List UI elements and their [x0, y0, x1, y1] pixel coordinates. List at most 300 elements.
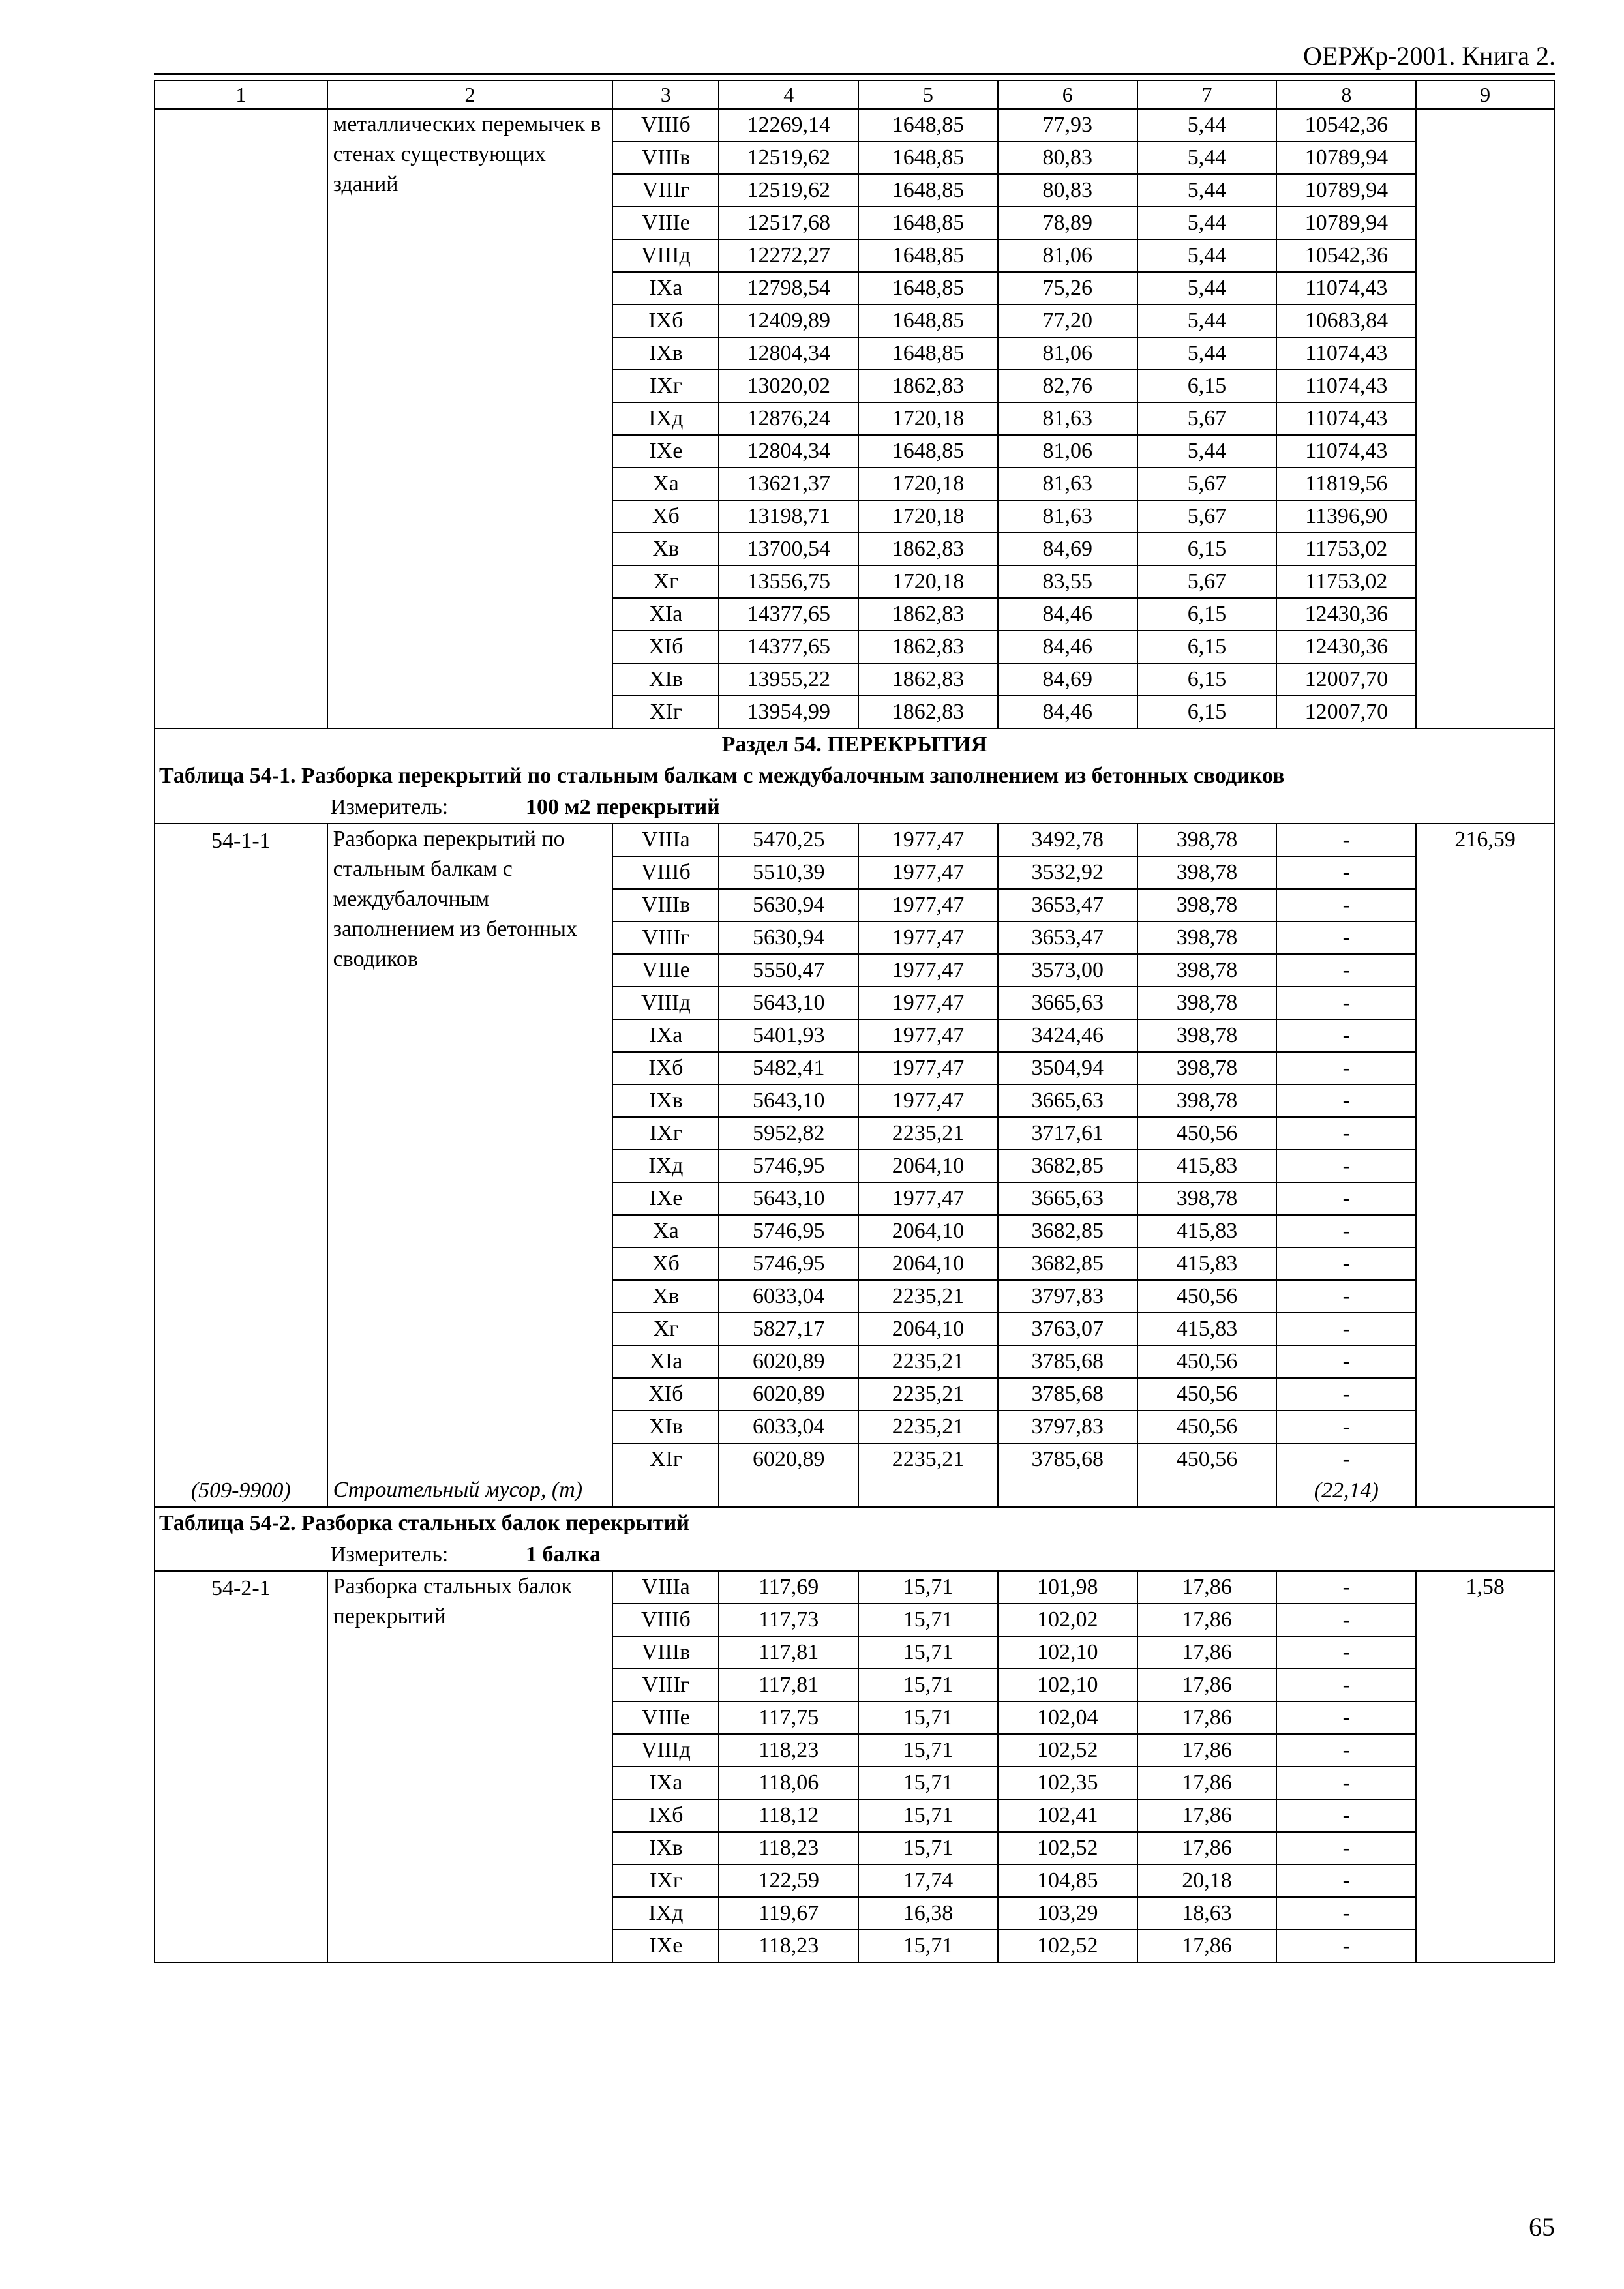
- table-cell: 84,46: [998, 598, 1137, 631]
- table-cell: 1720,18: [858, 500, 998, 533]
- table-cell: 450,56: [1137, 1443, 1277, 1507]
- table-cell: -: [1276, 1930, 1416, 1962]
- table-cell: 5,67: [1137, 468, 1277, 500]
- table-cell: 11396,90: [1276, 500, 1416, 533]
- table-cell: 16,38: [858, 1897, 998, 1930]
- rate-code: [155, 109, 327, 728]
- table-cell: 1977,47: [858, 824, 998, 856]
- table-cell: 1648,85: [858, 305, 998, 337]
- table-cell: 450,56: [1137, 1378, 1277, 1411]
- table-cell: 13955,22: [719, 663, 858, 696]
- table-cell: -: [1276, 987, 1416, 1019]
- table-cell: 11753,02: [1276, 533, 1416, 565]
- table-cell: 1977,47: [858, 1182, 998, 1215]
- table-cell: 415,83: [1137, 1313, 1277, 1345]
- table-cell: 3785,68: [998, 1378, 1137, 1411]
- table-cell: VIIIе: [612, 954, 719, 987]
- table-cell: 2064,10: [858, 1313, 998, 1345]
- table-cell: 450,56: [1137, 1411, 1277, 1443]
- table-cell: 20,18: [1137, 1864, 1277, 1897]
- table-cell: -: [1276, 1571, 1416, 1604]
- table-cell: 1977,47: [858, 856, 998, 889]
- table-cell: 3492,78: [998, 824, 1137, 856]
- table-cell: 2235,21: [858, 1117, 998, 1150]
- table-cell: -: [1276, 1215, 1416, 1248]
- table-cell: 12409,89: [719, 305, 858, 337]
- table-cell: -: [1276, 1182, 1416, 1215]
- table-cell: 5643,10: [719, 987, 858, 1019]
- table-title-row: [155, 1507, 1554, 1539]
- header-rule: [154, 73, 1555, 75]
- table-cell: IXб: [612, 1052, 719, 1085]
- table-cell: 5,67: [1137, 565, 1277, 598]
- table-cell: 11819,56: [1276, 468, 1416, 500]
- table-cell: 81,06: [998, 435, 1137, 468]
- table-cell: VIIIа: [612, 1571, 719, 1604]
- table-cell: 102,52: [998, 1832, 1137, 1864]
- column-number: 2: [327, 80, 613, 109]
- table-cell: 5630,94: [719, 921, 858, 954]
- table-cell: -: [1276, 1150, 1416, 1182]
- table-cell: 5,44: [1137, 337, 1277, 370]
- table-cell: 398,78: [1137, 954, 1277, 987]
- table-cell: 450,56: [1137, 1280, 1277, 1313]
- table-cell: 3573,00: [998, 954, 1137, 987]
- table-cell: Xв: [612, 1280, 719, 1313]
- table-cell: 117,69: [719, 1571, 858, 1604]
- table-cell: 15,71: [858, 1799, 998, 1832]
- rates-table: [154, 80, 1555, 1963]
- table-cell: 5401,93: [719, 1019, 858, 1052]
- table-cell: 1720,18: [858, 565, 998, 598]
- table-cell: VIIIб: [612, 1604, 719, 1636]
- table-cell: 1648,85: [858, 142, 998, 174]
- table-cell: VIIIа: [612, 824, 719, 856]
- table-cell: 1977,47: [858, 1085, 998, 1117]
- table-cell: 77,93: [998, 109, 1137, 142]
- table-cell: Xг: [612, 565, 719, 598]
- table-cell: 5630,94: [719, 889, 858, 921]
- table-cell: 102,52: [998, 1734, 1137, 1767]
- table-cell: 5746,95: [719, 1215, 858, 1248]
- table-cell: VIIIг: [612, 1669, 719, 1701]
- table-cell: 6,15: [1137, 663, 1277, 696]
- table-cell: 13556,75: [719, 565, 858, 598]
- table-cell: 75,26: [998, 272, 1137, 305]
- table-cell: 6033,04: [719, 1411, 858, 1443]
- table-cell: -: [1276, 1734, 1416, 1767]
- table-cell: 11074,43: [1276, 337, 1416, 370]
- table-cell: 118,23: [719, 1734, 858, 1767]
- table-cell: 11074,43: [1276, 272, 1416, 305]
- table-cell: -: [1276, 1313, 1416, 1345]
- table-cell: 5470,25: [719, 824, 858, 856]
- table-cell: 5,44: [1137, 435, 1277, 468]
- column-number: 4: [719, 80, 858, 109]
- table-cell: 5643,10: [719, 1085, 858, 1117]
- table-cell: -: [1276, 921, 1416, 954]
- table-cell: VIIIв: [612, 889, 719, 921]
- table-cell: -: [1276, 1897, 1416, 1930]
- table-cell: XIа: [612, 1345, 719, 1378]
- table-cell: 3665,63: [998, 987, 1137, 1019]
- rate-code: 54-1-1: [155, 824, 327, 1475]
- table-cell: 17,86: [1137, 1636, 1277, 1669]
- table-cell: 3504,94: [998, 1052, 1137, 1085]
- table-row: [155, 824, 1554, 856]
- table-cell: 3797,83: [998, 1280, 1137, 1313]
- table-cell: 17,86: [1137, 1799, 1277, 1832]
- table-cell: 15,71: [858, 1571, 998, 1604]
- table-cell: 3653,47: [998, 889, 1137, 921]
- table-cell: XIг: [612, 696, 719, 728]
- table-cell: 12798,54: [719, 272, 858, 305]
- table-cell: 12519,62: [719, 142, 858, 174]
- table-cell: 1862,83: [858, 533, 998, 565]
- table-cell: VIIIб: [612, 856, 719, 889]
- column-number: 7: [1137, 80, 1277, 109]
- table-cell: 17,86: [1137, 1571, 1277, 1604]
- table-cell: 102,10: [998, 1669, 1137, 1701]
- table-cell: 117,75: [719, 1701, 858, 1734]
- table-cell: 1648,85: [858, 174, 998, 207]
- table-cell: 1648,85: [858, 239, 998, 272]
- table-cell: 5550,47: [719, 954, 858, 987]
- table-cell: 1862,83: [858, 598, 998, 631]
- table-cell: 415,83: [1137, 1248, 1277, 1280]
- table-cell: 3682,85: [998, 1215, 1137, 1248]
- table-cell: 5,44: [1137, 142, 1277, 174]
- table-cell: 398,78: [1137, 987, 1277, 1019]
- table-cell: 3532,92: [998, 856, 1137, 889]
- table-cell: 10789,94: [1276, 174, 1416, 207]
- table-cell: IXа: [612, 272, 719, 305]
- column-numbers-row: [155, 80, 1554, 109]
- section-title: Раздел 54. ПЕРЕКРЫТИЯ: [155, 728, 1554, 760]
- table-cell: 81,06: [998, 239, 1137, 272]
- table-cell: 102,02: [998, 1604, 1137, 1636]
- table-cell: 1720,18: [858, 468, 998, 500]
- table-cell: 18,63: [1137, 1897, 1277, 1930]
- table-cell: 102,41: [998, 1799, 1137, 1832]
- table-cell: VIIIв: [612, 142, 719, 174]
- table-cell: 3682,85: [998, 1150, 1137, 1182]
- table-cell: 80,83: [998, 142, 1137, 174]
- table-cell: 12804,34: [719, 337, 858, 370]
- table-cell: 3797,83: [998, 1411, 1137, 1443]
- table-cell: -: [1276, 1019, 1416, 1052]
- debris-code: (509-9900): [155, 1475, 327, 1507]
- table-cell: -: [1276, 1636, 1416, 1669]
- measure-line: [155, 792, 1554, 824]
- table-cell: XIб: [612, 631, 719, 663]
- table-cell: VIIIг: [612, 174, 719, 207]
- table-cell: XIв: [612, 1411, 719, 1443]
- table-cell: -: [1276, 1832, 1416, 1864]
- table-cell: 102,52: [998, 1930, 1137, 1962]
- table-cell: IXе: [612, 1930, 719, 1962]
- table-cell: 17,86: [1137, 1930, 1277, 1962]
- table-cell: 17,86: [1137, 1669, 1277, 1701]
- table-cell: 13198,71: [719, 500, 858, 533]
- table-cell: Xа: [612, 1215, 719, 1248]
- table-cell: XIб: [612, 1378, 719, 1411]
- table-cell: -: [1276, 1248, 1416, 1280]
- table-cell: 101,98: [998, 1571, 1137, 1604]
- table-cell: 77,20: [998, 305, 1137, 337]
- table-cell: 14377,65: [719, 598, 858, 631]
- table-cell: 415,83: [1137, 1215, 1277, 1248]
- table-cell: -: [1276, 1864, 1416, 1897]
- table-cell: 1862,83: [858, 696, 998, 728]
- table-cell: -: [1276, 1443, 1416, 1475]
- table-cell: 1977,47: [858, 921, 998, 954]
- measure-row: [155, 1539, 1554, 1571]
- table-cell: XIа: [612, 598, 719, 631]
- table-cell: 102,04: [998, 1701, 1137, 1734]
- table-cell: 5510,39: [719, 856, 858, 889]
- table-row: [155, 109, 1554, 142]
- section-row: [155, 728, 1554, 760]
- table-cell: 398,78: [1137, 921, 1277, 954]
- table-title: Таблица 54-1. Разборка перекрытий по стальным балкам с междубалочным заполнением из бетонных сводиков: [155, 760, 1554, 792]
- table-cell: -: [1276, 1799, 1416, 1832]
- table-cell: 5827,17: [719, 1313, 858, 1345]
- table-cell: 17,86: [1137, 1701, 1277, 1734]
- column-number: 5: [858, 80, 998, 109]
- measure-value: 100 м2 перекрытий: [526, 795, 720, 819]
- table-cell: IXд: [612, 1897, 719, 1930]
- table-cell: 1648,85: [858, 337, 998, 370]
- table-cell: Xа: [612, 468, 719, 500]
- column-9-value: 216,59: [1416, 824, 1554, 1507]
- table-cell: 12269,14: [719, 109, 858, 142]
- table-cell: 15,71: [858, 1636, 998, 1669]
- table-cell: 450,56: [1137, 1345, 1277, 1378]
- table-cell: IXа: [612, 1019, 719, 1052]
- table-cell: VIIIд: [612, 1734, 719, 1767]
- table-cell: 11074,43: [1276, 435, 1416, 468]
- table-cell: 17,74: [858, 1864, 998, 1897]
- table-cell: 2235,21: [858, 1443, 998, 1507]
- table-cell: 5952,82: [719, 1117, 858, 1150]
- table-cell: 84,69: [998, 663, 1137, 696]
- table-cell: 10542,36: [1276, 109, 1416, 142]
- table-cell: Xб: [612, 500, 719, 533]
- table-cell: 81,63: [998, 402, 1137, 435]
- table-cell: VIIIе: [612, 1701, 719, 1734]
- table-cell: 3653,47: [998, 921, 1137, 954]
- table-cell: -: [1276, 856, 1416, 889]
- table-cell: VIIIд: [612, 239, 719, 272]
- table-cell: 15,71: [858, 1604, 998, 1636]
- table-cell: 118,23: [719, 1832, 858, 1864]
- table-cell: 5746,95: [719, 1150, 858, 1182]
- table-cell: 398,78: [1137, 1019, 1277, 1052]
- table-cell: VIIIг: [612, 921, 719, 954]
- table-cell: -: [1276, 1085, 1416, 1117]
- table-cell: 5,44: [1137, 109, 1277, 142]
- table-cell: 12804,34: [719, 435, 858, 468]
- table-cell: 2235,21: [858, 1345, 998, 1378]
- table-cell: 104,85: [998, 1864, 1137, 1897]
- table-cell: 5,67: [1137, 500, 1277, 533]
- table-cell: 398,78: [1137, 1182, 1277, 1215]
- table-cell: 117,73: [719, 1604, 858, 1636]
- table-cell: 2064,10: [858, 1248, 998, 1280]
- table-cell: 6020,89: [719, 1443, 858, 1507]
- column-9-value: 1,58: [1416, 1571, 1554, 1962]
- table-cell: 12430,36: [1276, 598, 1416, 631]
- page-number: 65: [1529, 2212, 1555, 2241]
- table-cell: 15,71: [858, 1832, 998, 1864]
- table-cell: 398,78: [1137, 889, 1277, 921]
- table-cell: 1862,83: [858, 631, 998, 663]
- table-cell: VIIIе: [612, 207, 719, 239]
- table-cell: 122,59: [719, 1864, 858, 1897]
- table-cell: IXд: [612, 1150, 719, 1182]
- table-cell: 5643,10: [719, 1182, 858, 1215]
- table-title-row: [155, 760, 1554, 792]
- table-cell: IXб: [612, 1799, 719, 1832]
- table-cell: 3785,68: [998, 1443, 1137, 1507]
- table-cell: 5,67: [1137, 402, 1277, 435]
- table-cell: 6020,89: [719, 1345, 858, 1378]
- table-cell: 81,63: [998, 500, 1137, 533]
- table-cell: 1648,85: [858, 207, 998, 239]
- work-name: металлических перемычек в стенах существующих зданий: [327, 109, 613, 728]
- table-cell: IXг: [612, 370, 719, 402]
- table-cell: 6,15: [1137, 631, 1277, 663]
- table-cell: 1648,85: [858, 272, 998, 305]
- table-cell: 117,81: [719, 1636, 858, 1669]
- table-cell: 103,29: [998, 1897, 1137, 1930]
- table-cell: IXг: [612, 1117, 719, 1150]
- table-cell: 1648,85: [858, 109, 998, 142]
- table-cell: 10542,36: [1276, 239, 1416, 272]
- table-cell: 3682,85: [998, 1248, 1137, 1280]
- column-number: 6: [998, 80, 1137, 109]
- table-cell: 84,46: [998, 631, 1137, 663]
- measure-row: [155, 792, 1554, 824]
- table-cell: 3424,46: [998, 1019, 1137, 1052]
- table-cell: -: [1276, 824, 1416, 856]
- table-cell: 15,71: [858, 1734, 998, 1767]
- table-cell: 12430,36: [1276, 631, 1416, 663]
- table-cell: 15,71: [858, 1930, 998, 1962]
- table-cell: 1977,47: [858, 1052, 998, 1085]
- page-header: ОЕРЖр-2001. Книга 2.: [1303, 41, 1556, 70]
- table-cell: IXе: [612, 1182, 719, 1215]
- table-cell: XIв: [612, 663, 719, 696]
- table-cell: 13621,37: [719, 468, 858, 500]
- table-cell: 10789,94: [1276, 207, 1416, 239]
- table-cell: -: [1276, 1117, 1416, 1150]
- table-cell: 6,15: [1137, 533, 1277, 565]
- table-cell: 102,35: [998, 1767, 1137, 1799]
- table-cell: 6033,04: [719, 1280, 858, 1313]
- table-cell: -: [1276, 1378, 1416, 1411]
- table-cell: 6,15: [1137, 696, 1277, 728]
- table-cell: 12517,68: [719, 207, 858, 239]
- table-cell: 5482,41: [719, 1052, 858, 1085]
- table-cell: 398,78: [1137, 1052, 1277, 1085]
- column-9-value: [1416, 109, 1554, 728]
- table-cell: Xв: [612, 533, 719, 565]
- column-number: 8: [1276, 80, 1416, 109]
- table-cell: 6,15: [1137, 598, 1277, 631]
- table-cell: IXа: [612, 1767, 719, 1799]
- table-cell: 5,44: [1137, 272, 1277, 305]
- table-cell: 12876,24: [719, 402, 858, 435]
- table-cell: 5,44: [1137, 239, 1277, 272]
- table-cell: 82,76: [998, 370, 1137, 402]
- table-cell: 2235,21: [858, 1280, 998, 1313]
- table-cell: 1977,47: [858, 1019, 998, 1052]
- table-cell: 12519,62: [719, 174, 858, 207]
- table-cell: -: [1276, 954, 1416, 987]
- table-cell: 84,46: [998, 696, 1137, 728]
- table-cell: 11753,02: [1276, 565, 1416, 598]
- work-name: Разборка стальных балок перекрытий: [327, 1571, 613, 1962]
- table-cell: 11074,43: [1276, 402, 1416, 435]
- table-cell: Xб: [612, 1248, 719, 1280]
- table-cell: 12272,27: [719, 239, 858, 272]
- column-number: 1: [155, 80, 327, 109]
- table-cell: 3665,63: [998, 1085, 1137, 1117]
- table-cell: 398,78: [1137, 1085, 1277, 1117]
- table-cell: 15,71: [858, 1669, 998, 1701]
- table-cell: 12007,70: [1276, 696, 1416, 728]
- table-cell: -: [1276, 1669, 1416, 1701]
- table-cell: -: [1276, 1280, 1416, 1313]
- table-cell: 10789,94: [1276, 142, 1416, 174]
- table-cell: 2064,10: [858, 1150, 998, 1182]
- table-cell: 80,83: [998, 174, 1137, 207]
- table-cell: -: [1276, 1052, 1416, 1085]
- table-cell: IXв: [612, 1085, 719, 1117]
- table-cell: 450,56: [1137, 1117, 1277, 1150]
- table-cell: 102,10: [998, 1636, 1137, 1669]
- table-cell: 14377,65: [719, 631, 858, 663]
- table-cell: 3785,68: [998, 1345, 1137, 1378]
- table-cell: 81,63: [998, 468, 1137, 500]
- table-cell: VIIIб: [612, 109, 719, 142]
- table-cell: 1977,47: [858, 954, 998, 987]
- table-cell: 3665,63: [998, 1182, 1137, 1215]
- table-cell: 13700,54: [719, 533, 858, 565]
- debris-value: (22,14): [1276, 1475, 1416, 1507]
- table-cell: 1648,85: [858, 435, 998, 468]
- table-cell: IXг: [612, 1864, 719, 1897]
- table-cell: IXе: [612, 435, 719, 468]
- table-cell: 118,06: [719, 1767, 858, 1799]
- table-cell: 81,06: [998, 337, 1137, 370]
- measure-label: Измеритель:: [330, 1542, 449, 1566]
- table-cell: 3763,07: [998, 1313, 1137, 1345]
- table-cell: 2235,21: [858, 1411, 998, 1443]
- table-cell: 84,69: [998, 533, 1137, 565]
- table-cell: Xг: [612, 1313, 719, 1345]
- rates-table-body: [155, 80, 1554, 1962]
- debris-name: Строительный мусор, (т): [327, 1475, 613, 1507]
- measure-line: [155, 1539, 1554, 1571]
- table-cell: IXд: [612, 402, 719, 435]
- table-cell: 1977,47: [858, 987, 998, 1019]
- table-cell: 5746,95: [719, 1248, 858, 1280]
- table-cell: 1862,83: [858, 663, 998, 696]
- table-cell: 13020,02: [719, 370, 858, 402]
